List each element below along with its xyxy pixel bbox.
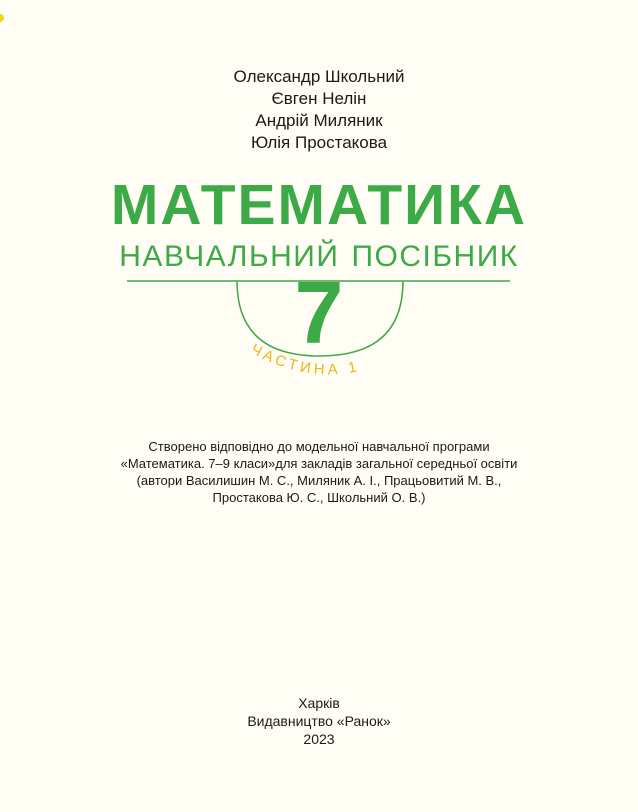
imprint-publisher: Видавництво «Ранок»	[247, 713, 391, 729]
author-name: Олександр Школьний	[233, 67, 405, 86]
description-line: Створено відповідно до модельної навчальної програми	[148, 439, 490, 454]
book-title: МАТЕМАТИКА	[110, 173, 528, 237]
program-description	[0, 438, 638, 506]
description-line: Простакова Ю. С., Школьний О. В.)	[212, 490, 426, 505]
imprint-block	[0, 694, 638, 748]
part-label-text: ЧАСТИНА 1	[248, 340, 362, 379]
author-name: Євген Нелін	[271, 89, 367, 108]
description-line: (автори Василишин М. С., Миляник А. І., Працьовитий М. В.,	[136, 473, 502, 488]
imprint-city: Харків	[298, 695, 340, 711]
imprint-year: 2023	[303, 731, 335, 747]
subtitle-word: НАВЧАЛЬНИЙ	[119, 240, 340, 273]
author-name: Андрій Миляник	[255, 111, 383, 130]
grade-number: 7	[294, 263, 344, 362]
author-name: Юлія Простакова	[250, 133, 388, 152]
description-line: «Математика. 7–9 класи»для закладів загальної середньої освіти	[120, 456, 518, 471]
subtitle-word: ПОСІБНИК	[351, 240, 519, 273]
